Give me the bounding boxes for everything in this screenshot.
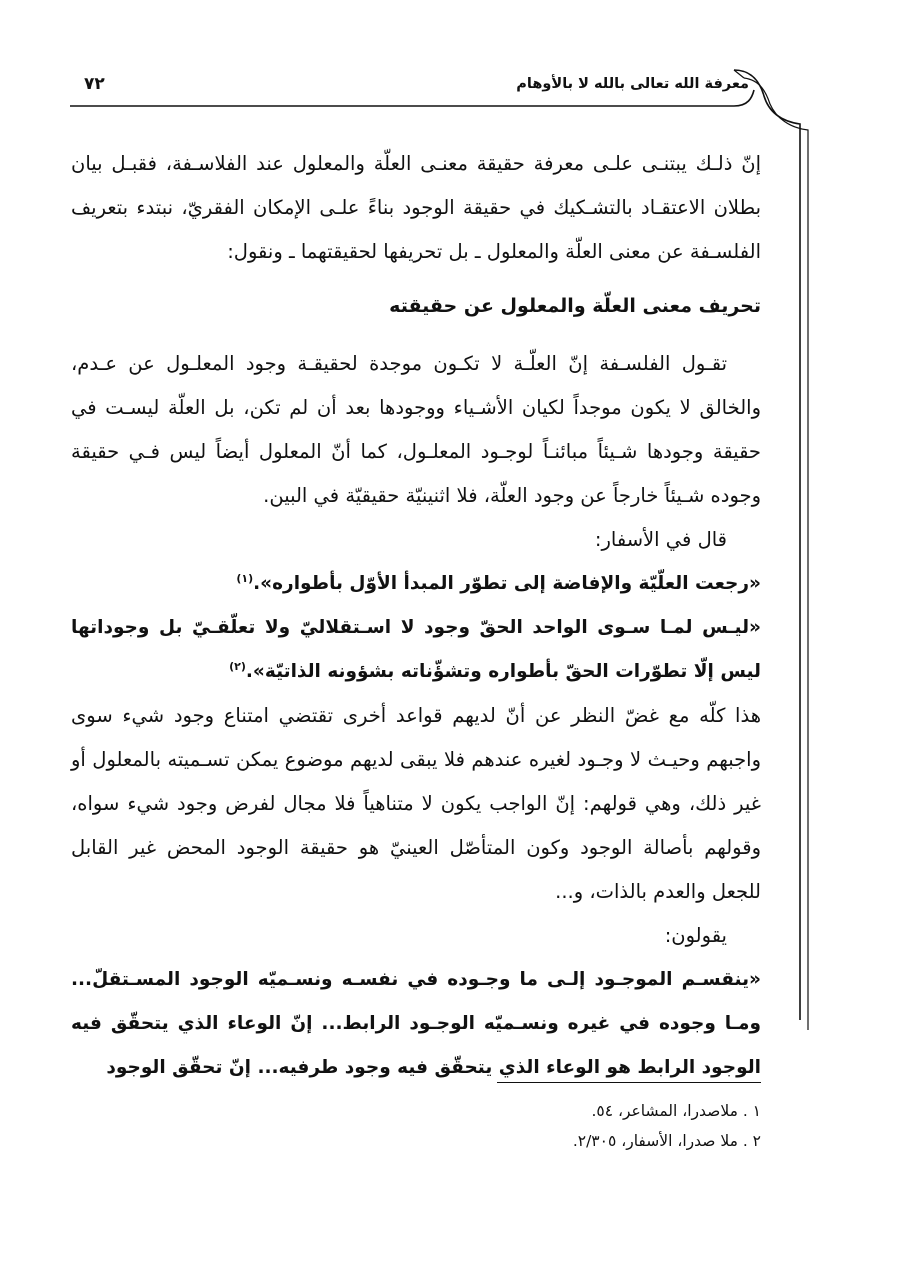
footnote-2: ٢ . ملا صدرا، الأسفار، ٢/٣٠٥. [572,1132,761,1150]
quote-three: «ينقسـم الموجـود إلـى ما وجـوده في نفسـه ونسـميّه الوجود المسـتقلّ... ومـا وجوده في غيره ونسـميّه الوجـود الرابط... إنّ الوعاء الذي يتحقّق فيه الوجود الرابط هو الوعاء الذي يتحقّق فيه وجود طرفيه... إنّ تحقّق الوجود [71,969,761,1078]
asfar-intro: قال في الأسفار: [594,528,727,551]
section-heading: تحريف معنى العلّة والمعلول عن حقيقته [389,295,761,317]
page-number: ٧٢ [84,74,105,94]
footnote-separator [497,1082,761,1083]
footnote-ref-2: (٢) [229,659,246,673]
quote-one [71,562,761,606]
main-content [71,142,761,1090]
running-header-title: معرفة الله تعالى بالله لا بالأوهام [516,76,749,92]
quote-two-text: «ليـس لمـا سـوى الواحد الحقّ وجود لا اسـتقلاليّ ولا تعلّقـيّ بل وجوداتها ليس إلّا تطوّرات الحقّ بأطواره وتشؤّناته بشؤونه الذاتيّة». [71,617,761,682]
footnotes [71,1096,761,1156]
footnote-1: ١ . ملاصدرا، المشاعر، ٥٤. [591,1102,761,1120]
philosophy-claim-paragraph: تقـول الفلسـفة إنّ العلّـة لا تكـون موجدة لحقيقـة وجود المعلـول عن عـدم، والخالق لا يكون موجداً لكيان الأشـياء ووجودها بعد أن لم تكن، بل العلّة ليسـت في حقيقة وجودها شـيئاً مبائنـاً لوجـود المعلـول، كما أنّ المعلول أيضاً ليس فـي حقيقة وجوده شـيئاً خارجاً عن وجود العلّة، فلا اثنينيّة حقيقيّة في البين. [71,352,761,507]
additional-rules-paragraph: هذا كلّه مع غضّ النظر عن أنّ لديهم قواعد أخرى تقتضي امتناع وجود شيء سوى واجبهم وحيـث لا وجـود لغيره عندهم فلا يبقى لديهم موضوع يمكن تسـميته بالمعلول أو غير ذلك، وهي قولهم: إنّ الواجب يكون لا متناهياً فلا مجال لفرض وجود شيء سواه، وقولهم بأصالة الوجود وكون المتأصّل العينيّ هو حقيقة الوجود المحض غير القابل للجعل والعدم بالذات، و... [71,704,761,903]
intro-paragraph: إنّ ذلـك يبتنـى علـى معرفة حقيقة معنـى العلّة والمعلول عند الفلاسـفة، فقبـل بيان بطلان الاعتقـاد بالتشـكيك في حقيقة الوجود بناءً علـى الإمكان الفقريّ، نبتدء بتعريف الفلسـفة عن معنى العلّة والمعلول ـ بل تحريفها لحقيقتهما ـ ونقول: [71,152,761,263]
quote-one-text: «رجعت العلّيّة والإفاضة إلى تطوّر المبدأ الأوّل بأطواره». [253,573,761,594]
quote-two [71,606,761,694]
footnote-ref-1: (١) [236,571,254,585]
they-say-label: يقولون: [664,924,727,947]
